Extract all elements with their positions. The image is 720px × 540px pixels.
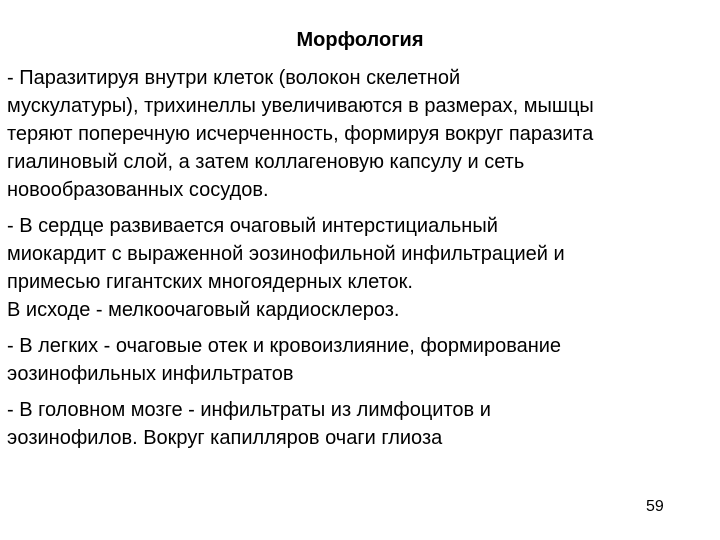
slide-body [7, 64, 713, 460]
paragraph-muscles [7, 64, 713, 204]
slide-title: Морфология [296, 29, 424, 51]
paragraph-lungs [7, 332, 713, 388]
text-line: - В сердце развивается очаговый интерстициальный [7, 215, 498, 237]
text-line: В исходе - мелкоочаговый кардиосклероз. [7, 299, 400, 321]
text-line: теряют поперечную исчерченность, формируя вокруг паразита [7, 123, 594, 145]
text-line: - В головном мозге - инфильтраты из лимфоцитов и [7, 399, 491, 421]
text-line: мускулатуры), трихинеллы увеличиваются в размерах, мышцы [7, 95, 594, 117]
text-line: эозинофилов. Вокруг капилляров очаги глиоза [7, 427, 443, 449]
paragraph-brain [7, 396, 713, 452]
text-line: миокардит с выраженной эозинофильной инфильтрацией и [7, 243, 565, 265]
paragraph-heart [7, 212, 713, 324]
text-line: - В легких - очаговые отек и кровоизлияние, формирование [7, 335, 562, 357]
text-line: гиалиновый слой, а затем коллагеновую капсулу и сеть [7, 151, 525, 173]
text-line: эозинофильных инфильтратов [7, 363, 294, 385]
text-line: новообразованных сосудов. [7, 179, 269, 201]
text-line: примесью гигантских многоядерных клеток. [7, 271, 413, 293]
text-line: - Паразитируя внутри клеток (волокон скелетной [7, 67, 461, 89]
page-number: 59 [646, 498, 664, 515]
